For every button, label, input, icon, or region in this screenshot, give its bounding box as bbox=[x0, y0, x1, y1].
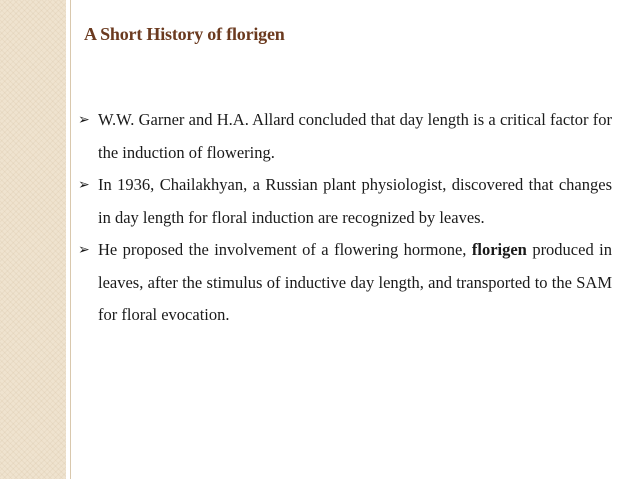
slide-title: A Short History of florigen bbox=[84, 24, 285, 44]
arrow-bullet-icon: ➢ bbox=[78, 177, 90, 193]
arrow-bullet-icon: ➢ bbox=[78, 112, 90, 128]
arrow-bullet-icon: ➢ bbox=[78, 242, 90, 258]
bullet-text-after: produced in leaves, after the stimulus of inductive day length, and transported to the SAM for floral evocation. bbox=[98, 240, 612, 324]
decorative-strip bbox=[0, 0, 66, 479]
bullet-text: In 1936, Chailakhyan, a Russian plant physiologist, discovered that changes in day length for floral induction are recognized by leaves. bbox=[98, 175, 612, 227]
divider-line bbox=[70, 0, 71, 479]
bullet-list bbox=[80, 104, 612, 332]
bullet-item bbox=[80, 169, 612, 234]
bullet-text-before: He proposed the involvement of a flowering hormone, bbox=[98, 240, 472, 259]
bullet-text: W.W. Garner and H.A. Allard concluded that day length is a critical factor for the induction of flowering. bbox=[98, 110, 612, 162]
bullet-item bbox=[80, 234, 612, 332]
bold-term: florigen bbox=[471, 240, 527, 259]
bullet-item bbox=[80, 104, 612, 169]
